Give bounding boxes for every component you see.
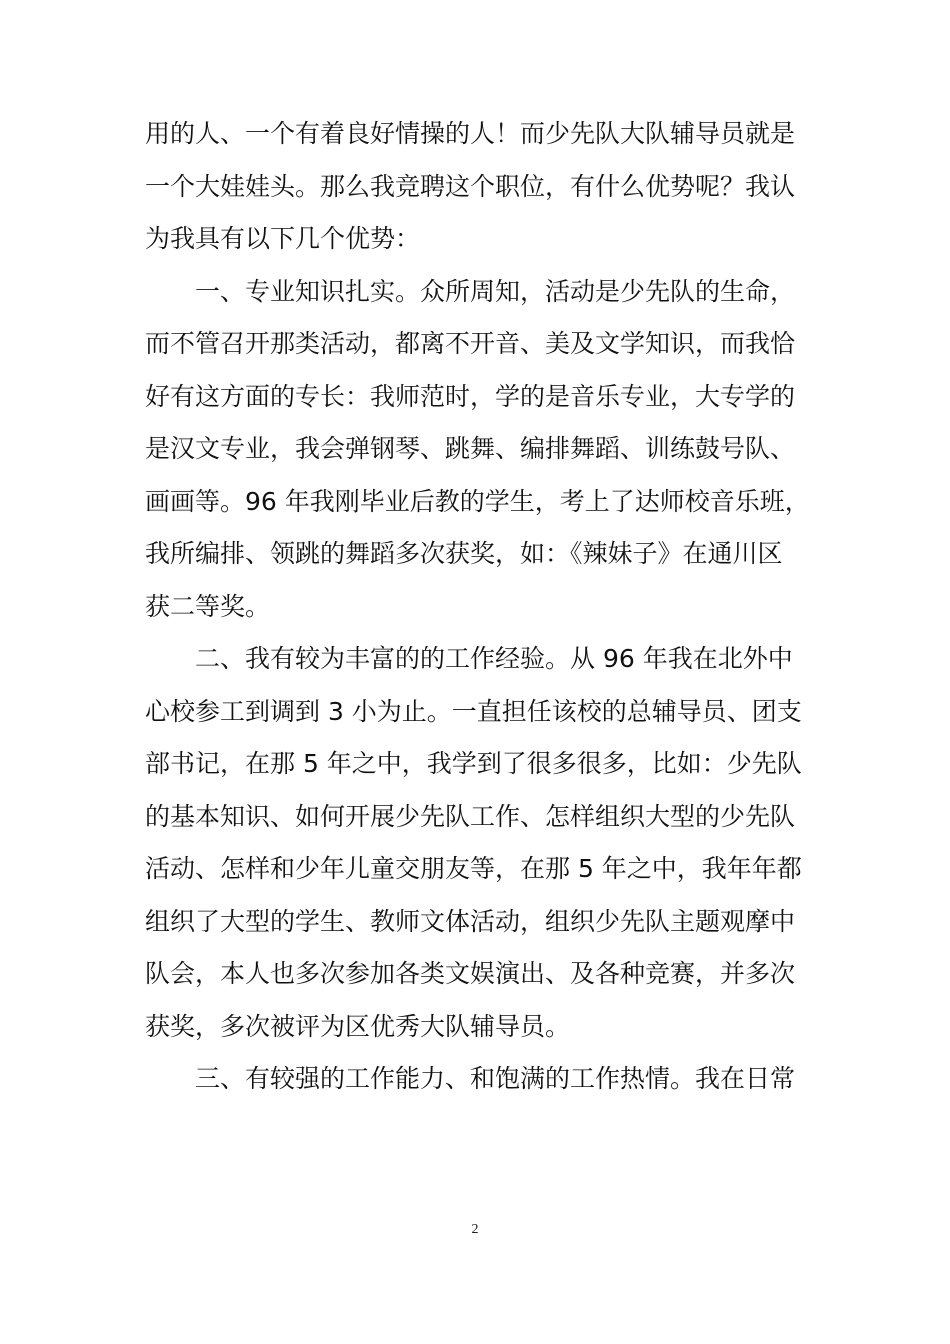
text-line: 的基本知识、如何开展少先队工作、怎样组织大型的少先队 xyxy=(145,801,796,831)
text-line: 活动、怎样和少年儿童交朋友等，在那 5 年之中，我年年都 xyxy=(145,854,802,883)
text-line: 为我具有以下几个优势： xyxy=(145,224,421,253)
text-line: 获奖，多次被评为区优秀大队辅导员。 xyxy=(145,1011,571,1041)
body-text xyxy=(145,108,810,1106)
text-line: 我所编排、领跳的舞蹈多次获奖，如：《辣妹子》在通川区 xyxy=(145,539,783,568)
text-line: 是汉文专业，我会弹钢琴、跳舞、编排舞蹈、训练鼓号队、 xyxy=(145,434,796,463)
text-line: 三、有较强的工作能力、和饱满的工作热情。我在日常 xyxy=(145,1064,796,1093)
text-line: 画画等。96 年我刚毕业后教的学生，考上了达师校音乐班， xyxy=(145,486,810,516)
text-line: 好有这方面的专长：我师范时，学的是音乐专业，大专学的 xyxy=(145,381,796,411)
text-line: 二、我有较为丰富的的工作经验。从 96 年我在北外中 xyxy=(145,644,793,673)
text-line: 组织了大型的学生、教师文体活动，组织少先队主题观摩中 xyxy=(145,906,796,936)
text-line: 队会，本人也多次参加各类文娱演出、及各种竞赛，并多次 xyxy=(145,959,796,988)
text-line: 而不管召开那类活动，都离不开音、美及文学知识，而我恰 xyxy=(145,329,796,358)
text-line: 一个大娃娃头。那么我竞聘这个职位，有什么优势呢？我认 xyxy=(145,171,796,201)
text-line: 心校参工到调到 3 小为止。一直担任该校的总辅导员、团支 xyxy=(145,696,802,726)
page-number: 2 xyxy=(471,1222,479,1237)
text-line: 用的人、一个有着良好情操的人！而少先队大队辅导员就是 xyxy=(145,119,796,148)
text-line: 一、专业知识扎实。众所周知，活动是少先队的生命， xyxy=(145,276,796,306)
text-line: 获二等奖。 xyxy=(145,591,271,621)
text-line: 部书记，在那 5 年之中，我学到了很多很多，比如：少先队 xyxy=(145,749,802,778)
